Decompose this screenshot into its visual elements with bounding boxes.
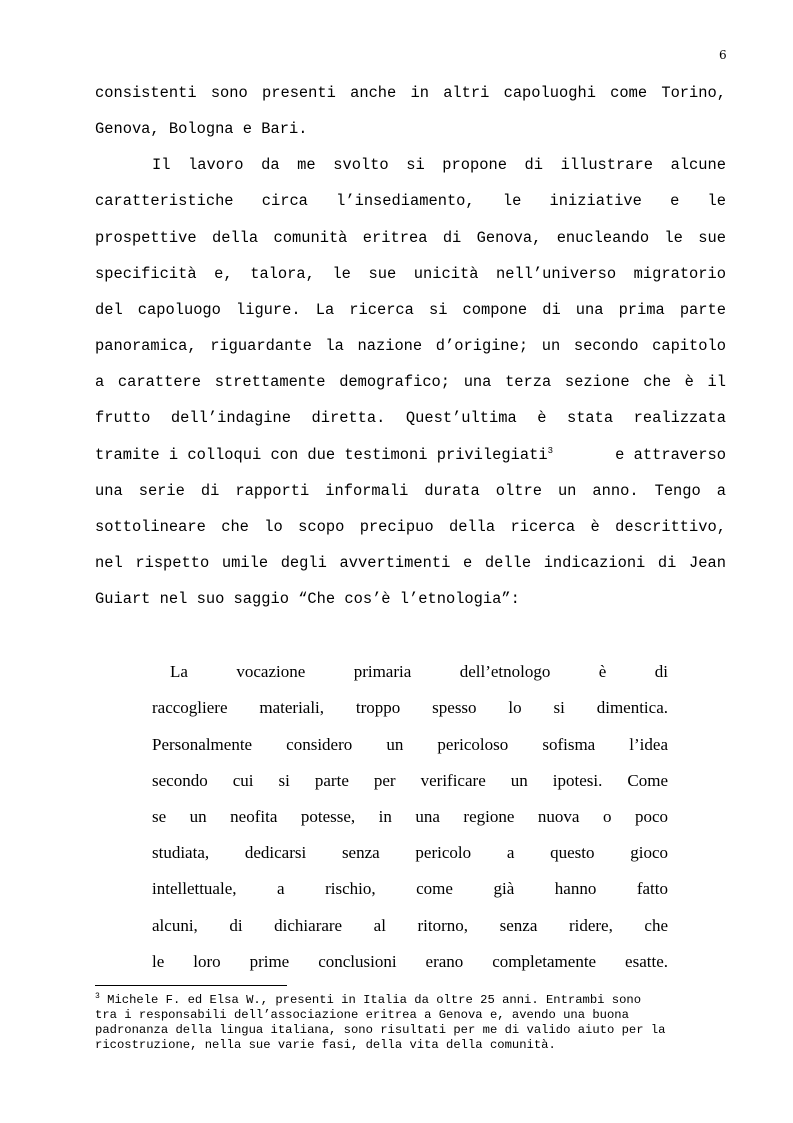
body-line: del capoluogo ligure. La ricerca si compone di una prima parte [95,301,726,319]
body-line: Guiart nel suo saggio “Che cos’è l’etnologia”: [95,590,520,608]
body-line: prospettive della comunità eritrea di Genova, enucleando le sue [95,229,726,247]
quote-line: Personalmente considero un pericoloso sofisma l’idea [152,735,668,754]
body-line: frutto dell’indagine diretta. Quest’ultima è stata realizzata [95,409,726,427]
body-line-start: tramite i colloqui con due testimoni privilegiati [95,446,548,464]
quote-line: studiata, dedicarsi senza pericolo a questo gioco [152,843,668,862]
page-number: 6 [719,48,727,62]
footnote-line [95,993,641,1007]
body-line: una serie di rapporti informali durata oltre un anno. Tengo a [95,482,726,500]
body-line: nel rispetto umile degli avvertimenti e delle indicazioni di Jean [95,554,726,572]
body-line: specificità e, talora, le sue unicità nell’universo migratorio [95,265,726,283]
quote-line: raccogliere materiali, troppo spesso lo si dimentica. [152,698,668,717]
quote-line: le loro prime conclusioni erano completamente esatte. [152,952,668,971]
body-line: a carattere strettamente demografico; una terza sezione che è il [95,373,726,391]
footnote-separator [95,985,287,986]
quote-line: La vocazione primaria dell’etnologo è di [170,662,668,681]
body-line [95,446,726,464]
quote-line: intellettuale, a rischio, come già hanno fatto [152,879,668,898]
body-line: Genova, Bologna e Bari. [95,120,308,138]
footnote-reference: 3 [547,445,553,456]
body-line: caratteristiche circa l’insediamento, le iniziative e le [95,192,726,210]
body-line: Il lavoro da me svolto si propone di illustrare alcune [152,156,726,174]
footnote-line: padronanza della lingua italiana, sono risultati per me di valido aiuto per la [95,1023,666,1037]
body-line-end: e attraverso [615,446,726,464]
body-line: panoramica, riguardante la nazione d’origine; un secondo capitolo [95,337,726,355]
footnote-line: tra i responsabili dell’associazione eritrea a Genova e, avendo una buona [95,1008,629,1022]
footnote-text: Michele F. ed Elsa W., presenti in Italia da oltre 25 anni. Entrambi sono [99,993,642,1007]
quote-line: se un neofita potesse, in una regione nuova o poco [152,807,668,826]
body-line: consistenti sono presenti anche in altri capoluoghi come Torino, [95,84,726,102]
quote-line: secondo cui si parte per verificare un ipotesi. Come [152,771,668,790]
quote-line: alcuni, di dichiarare al ritorno, senza ridere, che [152,916,668,935]
footnote-marker: 3 [95,991,100,1001]
body-line: sottolineare che lo scopo precipuo della ricerca è descrittivo, [95,518,726,536]
footnote-line: ricostruzione, nella sue varie fasi, della vita della comunità. [95,1038,556,1052]
